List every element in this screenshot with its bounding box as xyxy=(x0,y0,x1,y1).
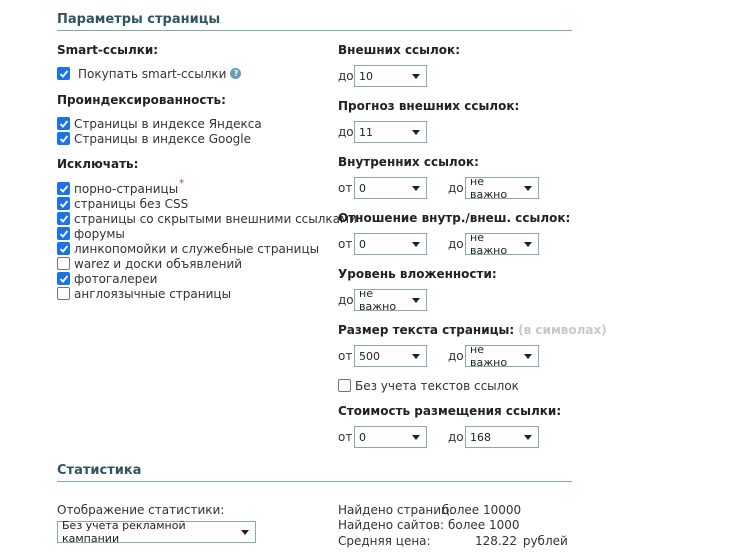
indexed-yandex-checkbox[interactable] xyxy=(57,117,70,130)
nesting-row xyxy=(338,289,427,311)
section-title-statistics: Статистика xyxy=(57,463,572,482)
ratio-row xyxy=(338,233,539,255)
to-prefix: до xyxy=(448,181,464,195)
buy-smart-checkbox-row[interactable] xyxy=(57,66,241,81)
select-value: не важно xyxy=(470,231,508,257)
select-value: 11 xyxy=(359,125,373,139)
exclude-item[interactable] xyxy=(57,241,319,256)
select-value: не важно xyxy=(470,343,508,369)
avg-price-label: Средняя цена: xyxy=(338,534,431,548)
exclude-label: Исключать: xyxy=(57,157,139,171)
found-pages-label: Найдено страниц: xyxy=(338,503,454,517)
select-value: не важно xyxy=(470,175,508,201)
price-label: Стоимость размещения ссылки: xyxy=(338,404,562,418)
found-sites-value: более 1000 xyxy=(448,518,520,532)
nesting-label: Уровень вложенности: xyxy=(338,267,497,281)
dropdown-arrow-icon xyxy=(412,298,420,303)
price-row xyxy=(338,426,539,448)
to-prefix: до xyxy=(448,349,464,363)
exclude-item[interactable] xyxy=(57,256,242,271)
indexed-google-row[interactable] xyxy=(57,131,251,146)
indexed-label: Проиндексированность: xyxy=(57,93,226,107)
exclude-item[interactable] xyxy=(57,211,357,226)
help-icon[interactable]: ? xyxy=(230,68,241,79)
exclude-english-label: англоязычные страницы xyxy=(74,286,232,301)
required-asterisk: * xyxy=(179,178,185,189)
stats-display-label: Отображение статистики: xyxy=(57,503,225,517)
indexed-google-checkbox[interactable] xyxy=(57,132,70,145)
exclude-item[interactable] xyxy=(57,178,185,196)
exclude-item[interactable] xyxy=(57,226,125,241)
select-value: 0 xyxy=(359,181,366,195)
avg-price-value: 128.22 xyxy=(475,534,517,548)
indexed-yandex-label: Страницы в индексе Яндекса xyxy=(74,116,262,131)
found-pages-value: более 10000 xyxy=(442,503,522,517)
select-value: Без учета рекламной кампании xyxy=(62,519,186,545)
exclude-photogallery-label: фотогалереи xyxy=(74,271,158,286)
internal-links-row xyxy=(338,177,539,199)
forecast-external-row xyxy=(338,121,427,143)
exclude-porn-label: порно-страницы xyxy=(74,181,179,196)
exclude-linkfarms-label: линкопомойки и служебные страницы xyxy=(74,241,320,256)
ratio-from-select[interactable] xyxy=(354,233,427,255)
text-size-label-text: Размер текста страницы: xyxy=(338,323,515,337)
no-link-text-row[interactable] xyxy=(338,378,519,393)
text-size-hint: (в символах) xyxy=(518,323,607,337)
exclude-forums-checkbox[interactable] xyxy=(57,227,70,240)
select-value: 10 xyxy=(359,69,373,83)
select-value: 0 xyxy=(359,430,366,444)
exclude-hidden-links-label: страницы со скрытыми внешними ссылками xyxy=(74,211,357,226)
exclude-forums-label: форумы xyxy=(74,226,125,241)
exclude-item[interactable] xyxy=(57,286,231,301)
found-sites xyxy=(338,518,520,532)
avg-price xyxy=(338,534,568,548)
external-links-row xyxy=(338,65,427,87)
buy-smart-checkbox[interactable] xyxy=(57,67,70,80)
section-title-page-params: Параметры страницы xyxy=(57,12,572,31)
exclude-hidden-links-checkbox[interactable] xyxy=(57,212,70,225)
exclude-item[interactable] xyxy=(57,271,157,286)
from-prefix: от xyxy=(338,237,353,251)
price-from-select[interactable] xyxy=(354,426,427,448)
from-prefix: от xyxy=(338,181,353,195)
to-prefix: до xyxy=(338,69,354,83)
no-link-text-checkbox[interactable] xyxy=(338,379,351,392)
internal-links-from-select[interactable] xyxy=(354,177,427,199)
to-prefix: до xyxy=(448,237,464,251)
select-value: 0 xyxy=(359,237,366,251)
external-links-to-select[interactable] xyxy=(354,65,427,87)
exclude-item[interactable] xyxy=(57,196,188,211)
internal-links-label: Внутренних ссылок: xyxy=(338,155,479,169)
dropdown-arrow-icon xyxy=(412,130,420,135)
text-size-to-select[interactable] xyxy=(465,345,539,367)
dropdown-arrow-icon xyxy=(412,435,420,440)
ratio-to-select[interactable] xyxy=(465,233,539,255)
to-prefix: до xyxy=(448,430,464,444)
dropdown-arrow-icon xyxy=(412,186,420,191)
forecast-external-to-select[interactable] xyxy=(354,121,427,143)
price-to-select[interactable] xyxy=(465,426,539,448)
select-value: не важно xyxy=(359,287,397,313)
found-sites-label: Найдено сайтов: xyxy=(338,518,445,532)
avg-price-unit: рублей xyxy=(522,534,568,548)
text-size-from-select[interactable] xyxy=(354,345,427,367)
dropdown-arrow-icon xyxy=(524,435,532,440)
exclude-nocss-label: страницы без CSS xyxy=(74,196,189,211)
dropdown-arrow-icon xyxy=(412,242,420,247)
dropdown-arrow-icon xyxy=(241,530,249,535)
from-prefix: от xyxy=(338,430,353,444)
text-size-row xyxy=(338,345,539,367)
exclude-nocss-checkbox[interactable] xyxy=(57,197,70,210)
dropdown-arrow-icon xyxy=(412,354,420,359)
external-links-label: Внешних ссылок: xyxy=(338,43,460,57)
to-prefix: до xyxy=(338,293,354,307)
internal-links-to-select[interactable] xyxy=(465,177,539,199)
exclude-porn-checkbox[interactable] xyxy=(57,182,70,195)
dropdown-arrow-icon xyxy=(524,354,532,359)
exclude-linkfarms-checkbox[interactable] xyxy=(57,242,70,255)
stats-display-select[interactable] xyxy=(57,521,256,543)
exclude-warez-checkbox[interactable] xyxy=(57,257,70,270)
nesting-to-select[interactable] xyxy=(354,289,427,311)
from-prefix: от xyxy=(338,349,353,363)
forecast-external-label: Прогноз внешних ссылок: xyxy=(338,99,520,113)
text-size-label xyxy=(338,323,607,337)
smart-links-label: Smart-ссылки: xyxy=(57,43,159,57)
exclude-photogallery-checkbox[interactable] xyxy=(57,272,70,285)
select-value: 500 xyxy=(359,349,380,363)
to-prefix: до xyxy=(338,125,354,139)
dropdown-arrow-icon xyxy=(524,186,532,191)
no-link-text-label: Без учета текстов ссылок xyxy=(355,378,519,393)
dropdown-arrow-icon xyxy=(412,74,420,79)
exclude-warez-label: warez и доски объявлений xyxy=(74,256,243,271)
indexed-yandex-row[interactable] xyxy=(57,116,262,131)
ratio-label: Отношение внутр./внеш. ссылок: xyxy=(338,211,571,225)
buy-smart-label: Покупать smart-ссылки xyxy=(78,66,227,81)
found-pages xyxy=(338,503,521,517)
select-value: 168 xyxy=(470,430,491,444)
exclude-english-checkbox[interactable] xyxy=(57,287,70,300)
indexed-google-label: Страницы в индексе Google xyxy=(74,131,252,146)
dropdown-arrow-icon xyxy=(524,242,532,247)
